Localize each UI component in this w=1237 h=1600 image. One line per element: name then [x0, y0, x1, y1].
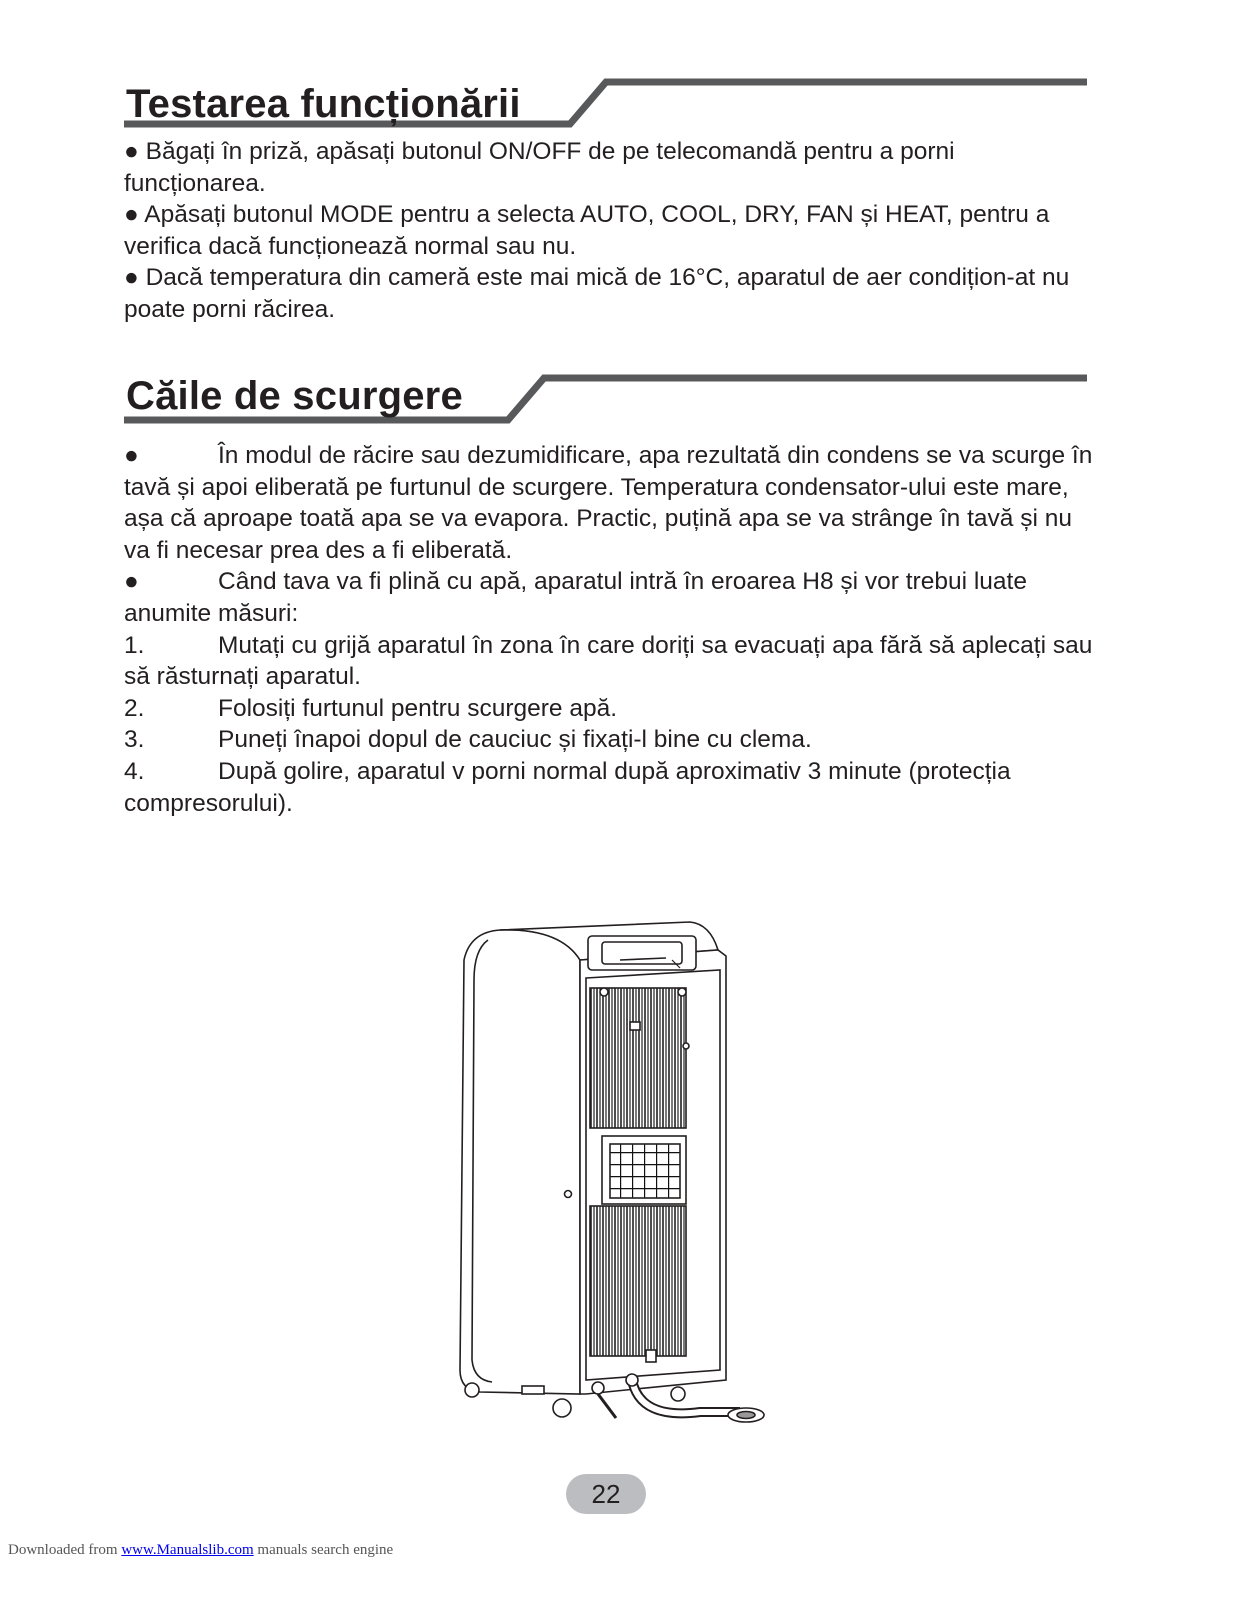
footer-suffix: manuals search engine	[253, 1542, 394, 1558]
section-title-testing: Testarea funcționării	[126, 82, 521, 126]
page-number-badge: 22	[566, 1474, 646, 1514]
list-item-text: Folosiți furtunul pentru scurgere apă.	[218, 694, 618, 722]
footer-prefix: Downloaded from	[8, 1542, 122, 1558]
list-item	[124, 756, 1099, 819]
list-item-text: Mutați cu grijă aparatul în zona în care doriți sa evacuați apa fără să aplecați sau să răsturnați aparatul.	[124, 631, 1093, 691]
download-footer	[8, 1542, 393, 1559]
portable-air-conditioner-rear-view-icon	[440, 900, 780, 1445]
list-item	[124, 566, 1099, 629]
list-item-text: În modul de răcire sau dezumidificare, apa rezultată din condens se va scurge în tavă și apoi eliberată pe furtunul de scurgere. Temperatura condensator-ului este mare, așa că aproape toată apa se va evapora. Practic, puțină apa se va strânge în tavă și nu va fi necesar prea des a fi eliberată.	[124, 442, 1093, 564]
list-item	[124, 693, 1099, 725]
manualslib-link[interactable]: www.Manualslib.com	[121, 1542, 254, 1558]
section-body-testing	[124, 136, 1099, 326]
section-header-drainage	[124, 374, 1114, 434]
list-marker: 1.	[124, 631, 145, 659]
list-marker: 4.	[124, 757, 145, 785]
list-item	[124, 440, 1099, 566]
list-item-text: Puneți înapoi dopul de cauciuc și fixați-l bine cu clema.	[218, 726, 812, 754]
paragraph: ● Dacă temperatura din cameră este mai mică de 16°C, aparatul de aer condițion-at nu poate porni răcirea.	[124, 264, 1070, 323]
section-body-drainage	[124, 440, 1099, 819]
paragraph: ● Apăsați butonul MODE pentru a selecta AUTO, COOL, DRY, FAN și HEAT, pentru a verifica dacă funcționează normal sau nu.	[124, 201, 1050, 260]
list-marker: 2.	[124, 694, 145, 722]
list-item-text: Când tava va fi plină cu apă, aparatul intră în eroarea H8 și vor trebui luate anumite măsuri:	[124, 568, 1027, 627]
list-marker: ●	[124, 568, 139, 596]
section-header-testing	[124, 76, 1114, 136]
paragraph: ● Băgați în priză, apăsați butonul ON/OFF de pe telecomandă pentru a porni funcționarea.	[124, 138, 955, 197]
list-marker: 3.	[124, 726, 145, 754]
appliance-illustration	[440, 900, 780, 1440]
list-item	[124, 724, 1099, 756]
list-item	[124, 630, 1099, 693]
list-marker: ●	[124, 442, 139, 469]
section-title-drainage: Căile de scurgere	[126, 374, 463, 418]
list-item-text: După golire, aparatul v porni normal după aproximativ 3 minute (protecția compresorului).	[124, 757, 1011, 817]
